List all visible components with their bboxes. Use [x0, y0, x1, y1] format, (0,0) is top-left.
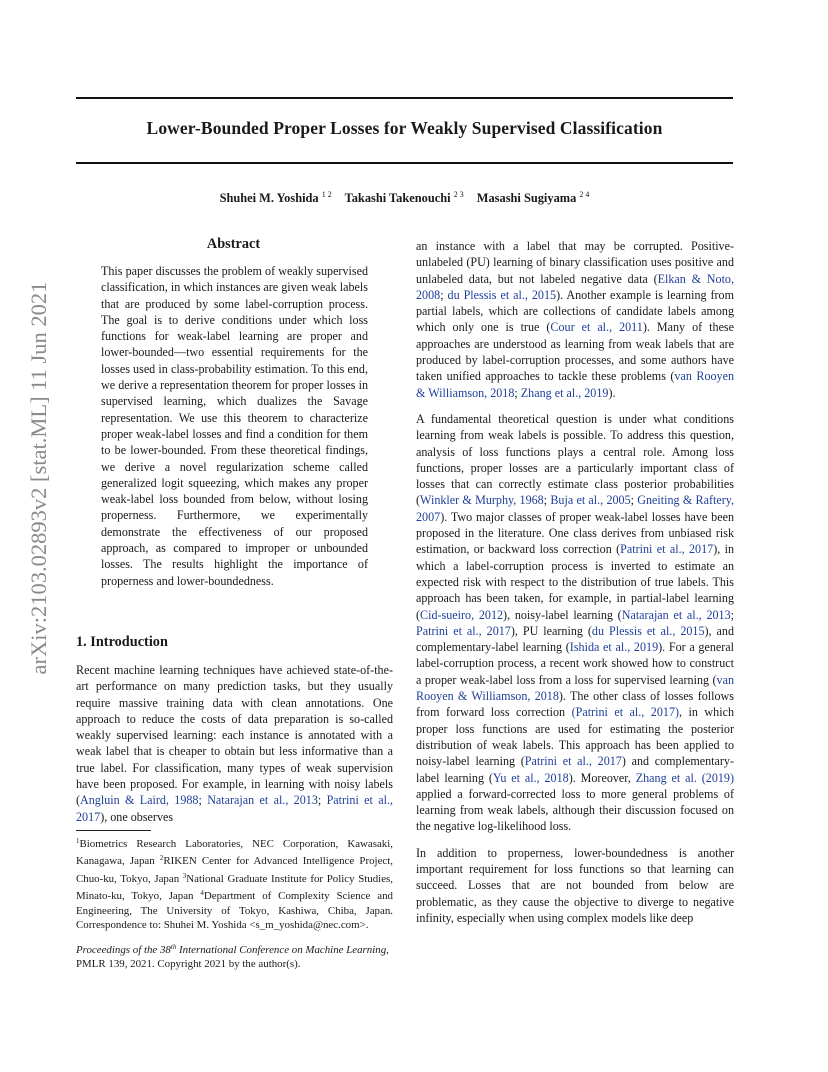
paragraph: [416, 411, 734, 835]
citation-link[interactable]: Zhang et al. (2019): [635, 770, 735, 785]
citation-link[interactable]: Cour et al., 2011: [550, 320, 643, 335]
citation-link[interactable]: Cid-sueiro, 2012: [420, 607, 504, 622]
author-name: Shuhei M. Yoshida: [219, 191, 319, 205]
body-text: applied a forward-corrected loss to more general problems of learning from weak labels, although their discussion focused on the negative log-likelihood loss.: [416, 786, 734, 834]
proceedings-text: International Conference on Machine Learning: [176, 944, 387, 956]
body-text: A fundamental theoretical question is under what conditions learning from weak labels is possible. To address this question, analysis of loss functions plays a central role. Among loss functions, proper losses are a particularly important class of losses that can correctly estimate class posterior probabilities (: [416, 411, 734, 508]
body-text: an instance with a label that may be corrupted. Positive-unlabeled (PU) learning of binary classification uses positive and unlabeled data, but not labeled negative data (: [416, 239, 734, 286]
citation-link[interactable]: Elkan & Noto, 2008: [416, 271, 734, 302]
body-text: ) and complementary-label learning (: [416, 754, 734, 785]
paragraph: In addition to properness, lower-boundedness is another important requirement for loss functions so that learning can succeed. Losses that are not bounded from below are problematic, as they cause the objective to diverge to negative infinity, especially when using complex models like deep: [416, 845, 734, 925]
body-text: Recent machine learning techniques have achieved state-of-the-art performance on many prediction tasks, but they usually require massive training data with clean annotations. One approach to reduce the costs of data preparation is so-called weakly supervised learning: each instance is annotated with a weak label that is cheaper to obtain but less informative than a true label. For classification, many types of weak supervision have been proposed. For example, in learning with noisy labels (: [76, 663, 393, 808]
citation-link[interactable]: Patrini et al., 2017: [620, 542, 714, 557]
citation-link[interactable]: (Patrini et al., 2017): [571, 705, 680, 720]
body-text: ;: [630, 493, 638, 508]
citation-link[interactable]: Patrini et al., 2017: [76, 793, 393, 824]
citation-link[interactable]: du Plessis et al., 2015: [447, 287, 557, 302]
body-text: ). Two major classes of proper weak-label losses have been proposed in the literature. One class derives from unbiased risk estimation, or backward loss correction (: [416, 509, 734, 557]
citation-link[interactable]: Zhang et al., 2019: [520, 385, 609, 400]
footnote-marker: 2: [159, 854, 164, 863]
body-text: ).: [608, 385, 616, 400]
body-text: ). Another example is learning from partial labels, which are collections of candidate labels among which only one is true (: [416, 287, 735, 335]
citation-link[interactable]: Patrini et al., 2017: [416, 623, 511, 638]
body-text: , in which proper loss functions are used for estimating the posterior distribution of weak labels. This approach has been applied to noisy-label learning (: [416, 705, 734, 769]
title-bottom-rule: [76, 162, 733, 164]
footnote-text: RIKEN Center for Advanced Intelligence Project, Chuo-ku, Tokyo, Japan: [76, 855, 393, 885]
author-list: [76, 190, 733, 206]
body-text: ). Many of these approaches are understood as learning from weak labels that are produced by label-corruption processes, and some authors have taken unified approaches to tackle these problems (: [416, 320, 735, 384]
citation-link[interactable]: Yu et al., 2018: [492, 770, 569, 785]
citation-link[interactable]: Natarajan et al., 2013: [621, 607, 731, 622]
footnote-text: National Graduate Institute for Policy Studies, Minato-ku, Tokyo, Japan: [76, 872, 393, 903]
affiliation-footnote: [76, 834, 393, 932]
author-affiliation: 2 3: [453, 190, 464, 199]
footnote-marker: 4: [200, 889, 204, 898]
right-column: [416, 238, 734, 926]
footnote-text: Biometrics Research Laboratories, NEC Corporation, Kawasaki, Kanagawa, Japan: [76, 838, 393, 868]
citation-link[interactable]: Natarajan et al., 2013: [207, 793, 318, 808]
footnote-rule: [76, 830, 151, 831]
body-text: ;: [198, 793, 208, 808]
author-name: Masashi Sugiyama: [476, 191, 577, 205]
body-text: ), in which a label-corruption process is inverted to estimate an expected risk with respect to the distribution of true labels. This approach has been taken, for example, in partial-label learning (: [416, 542, 735, 622]
citation-link[interactable]: du Plessis et al., 2015: [591, 623, 705, 638]
arxiv-identifier-stamp: arXiv:2103.02893v2 [stat.ML] 11 Jun 2021: [26, 281, 51, 675]
paragraph: [416, 238, 734, 401]
body-text: ;: [317, 793, 327, 808]
footnote-text: Department of Complexity Science and Engineering, The University of Tokyo, Kashiwa, Chiba, Japan. Correspondence to: Shuhei M. Yoshida <s_m_yoshida@nec.com>.: [76, 890, 393, 932]
body-text: ), noisy-label learning (: [503, 607, 622, 622]
body-text: ;: [514, 385, 521, 400]
body-text: ;: [730, 607, 735, 622]
author-affiliation: 2 4: [579, 190, 590, 199]
proceedings-text: , PMLR 139, 2021. Copyright 2021 by the author(s).: [76, 944, 389, 971]
author-affiliation: 1 2: [321, 190, 332, 199]
ordinal-superscript: th: [170, 943, 177, 951]
body-text: ), one observes: [100, 809, 174, 824]
citation-link[interactable]: Angluin & Laird, 1988: [80, 793, 199, 808]
paper-title: Lower-Bounded Proper Losses for Weakly Supervised Classification: [146, 118, 663, 138]
body-text: ). Moreover,: [568, 770, 636, 785]
introduction-paragraph: [76, 662, 393, 825]
body-text: ), PU learning (: [510, 623, 592, 638]
abstract-heading: Abstract: [206, 236, 261, 252]
citation-link[interactable]: Winkler & Murphy, 1968: [420, 493, 544, 508]
section-heading-introduction: 1. Introduction: [76, 634, 168, 650]
body-text: ;: [543, 493, 551, 508]
body-text: ). For a general label-corruption process, a recent work showed how to construct a proper weak-label loss from a loss for supervised learning (: [416, 640, 735, 687]
body-text: ), and complementary-label learning (: [416, 623, 734, 655]
citation-link[interactable]: Ishida et al., 2019: [569, 640, 659, 655]
body-text: ;: [440, 287, 448, 302]
abstract-text: This paper discusses the problem of weakly supervised classification, in which instances are given weak labels that are produced by some label-corruption process. The goal is to derive conditions under which loss functions for weak-label learning are proper and lower-bounded—two essential requirements for the losses used in class-probability estimation. To this end, we derive a representation theorem for proper losses in supervised learning, which dualizes the Savage representation. We use this theorem to characterize proper weak-label losses and find a condition for them to be lower-bounded. From these theoretical findings, we derive a novel regularization scheme called generalized logit squeezing, which makes any proper weak-label loss bounded from below, without losing properness. Furthermore, we experimentally demonstrate the effectiveness of our proposed approach, as compared to improper or unbounded losses. The results highlight the importance of properness and lower-boundedness.: [101, 264, 368, 588]
citation-link[interactable]: Buja et al., 2005: [550, 493, 631, 508]
citation-link[interactable]: Patrini et al., 2017: [524, 754, 622, 769]
footnote-marker: 1: [76, 837, 80, 845]
title-top-rule: [76, 97, 733, 99]
proceedings-text: Proceedings of the 38: [76, 944, 171, 956]
citation-link[interactable]: Gneiting & Raftery, 2007: [416, 493, 735, 524]
footnote-marker: 3: [182, 871, 187, 880]
body-text: ). The other class of losses follows from forward loss correction: [416, 689, 734, 720]
proceedings-note: [76, 940, 393, 972]
citation-link[interactable]: van Rooyen & Williamson, 2018: [416, 369, 734, 400]
author-name: Takashi Takenouchi: [344, 191, 451, 205]
citation-link[interactable]: van Rooyen & Williamson, 2018: [416, 672, 734, 704]
